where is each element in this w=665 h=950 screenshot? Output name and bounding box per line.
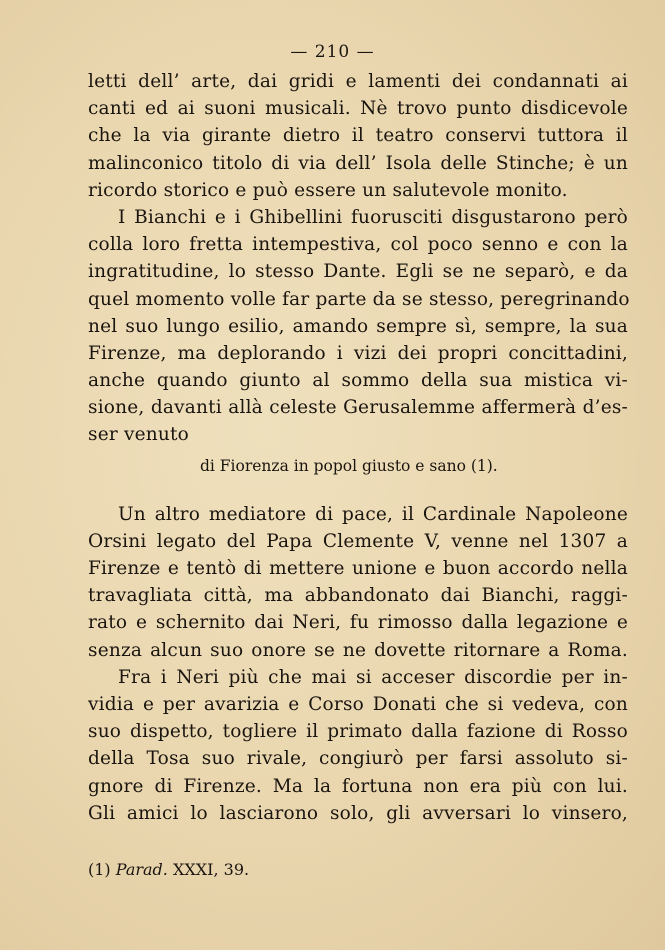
text-line: ser venuto: [88, 424, 189, 446]
paragraph: [88, 68, 628, 204]
page-number: — 210 —: [290, 42, 375, 62]
text-line: della Tosa suo rivale, congiurò per farsi assoluto si-: [88, 748, 628, 770]
body-text: [88, 68, 628, 827]
text-line: suo dispetto, togliere il primato dalla fazione di Rosso: [88, 721, 628, 743]
text-line: Fra i Neri più che mai si acceser discordie per in-: [118, 666, 628, 688]
text-line: ingratitudine, lo stesso Dante. Egli se ne separò, e da: [88, 261, 628, 283]
text-line: gnore di Firenze. Ma la fortuna non era più con lui.: [88, 775, 628, 797]
text-line: senza alcun suo onore se ne dovette ritornare a Roma.: [88, 639, 628, 661]
footnote-work: Parad.: [115, 860, 168, 879]
text-line: colla loro fretta intempestiva, col poco senno e con la: [88, 234, 628, 256]
text-line: canti ed ai suoni musicali. Nè trovo punto disdicevole: [88, 98, 628, 120]
text-line: anche quando giunto al sommo della sua mistica vi-: [88, 370, 628, 392]
text-line: Firenze, ma deplorando i vizi dei propri concittadini,: [88, 342, 628, 364]
text-line: I Bianchi e i Ghibellini fuorusciti disgustarono però: [118, 206, 628, 228]
text-line: letti dell’ arte, dai gridi e lamenti dei condannati ai: [88, 71, 628, 92]
text-line: malinconico titolo di via dell’ Isola delle Stinche; è un: [88, 152, 628, 174]
text-line: quel momento volle far parte da se stesso, peregrinando: [88, 288, 630, 310]
paragraph: [88, 204, 628, 449]
paragraph: [88, 501, 628, 664]
footnote: [88, 860, 249, 879]
text-line: travagliata città, ma abbandonato dai Bianchi, raggi-: [88, 585, 628, 607]
text-line: Un altro mediatore di pace, il Cardinale Napoleone: [118, 503, 628, 525]
text-line: ricordo storico e può essere un salutevole monito.: [88, 179, 568, 201]
text-line: Orsini legato del Papa Clemente V, venne nel 1307 a: [88, 530, 628, 552]
text-line: Firenze e tentò di mettere unione e buon accordo nella: [88, 558, 628, 579]
footnote-marker: (1): [88, 860, 111, 879]
text-line: rato e schernito dai Neri, fu rimosso dalla legazione e: [88, 612, 628, 634]
text-line: vidia e per avarizia e Corso Donati che si vedeva, con: [88, 693, 628, 715]
text-line: Gli amici lo lasciarono solo, gli avversari lo vinsero,: [88, 802, 628, 824]
text-line: che la via girante dietro il teatro conservi tuttora il: [88, 125, 628, 147]
footnote-reference: XXXI, 39.: [172, 860, 250, 879]
text-line: nel suo lungo esilio, amando sempre sì, sempre, la sua: [88, 315, 628, 337]
dante-quotation: di Fiorenza in popol giusto e sano (1).: [200, 456, 498, 475]
paragraph: [88, 664, 628, 827]
text-line: sione, davanti allà celeste Gerusalemme affermerà d’es-: [88, 397, 628, 419]
